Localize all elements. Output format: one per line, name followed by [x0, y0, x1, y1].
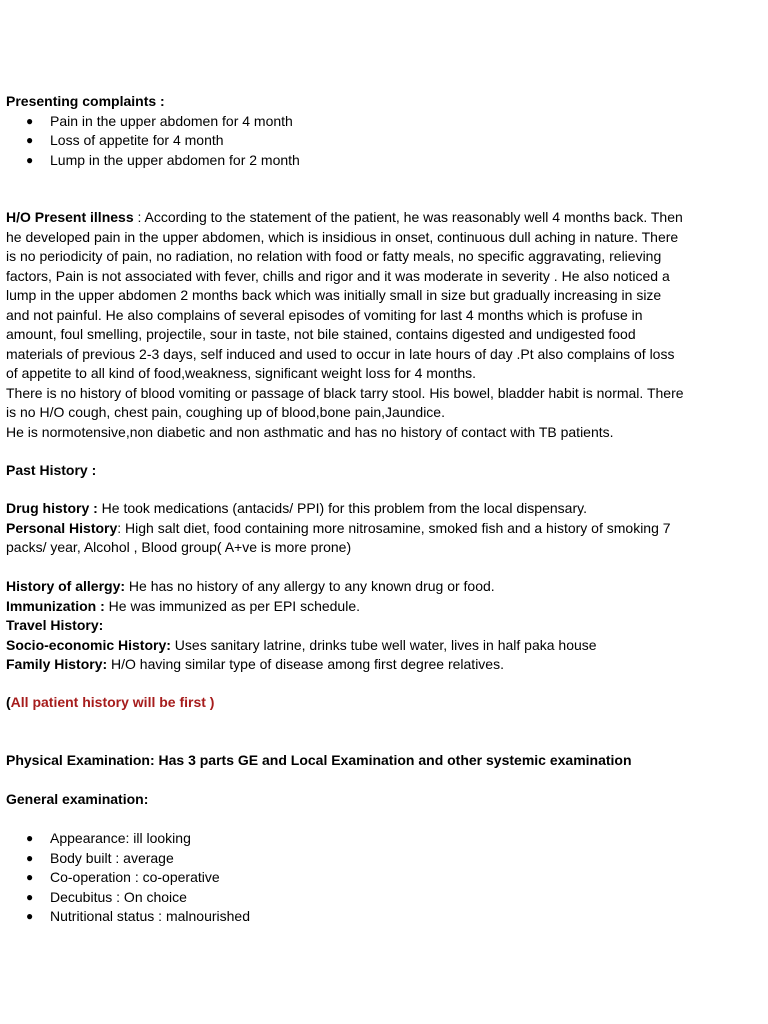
present-illness-section	[6, 208, 686, 442]
family-history-label: Family History:	[6, 656, 108, 672]
list-item	[6, 131, 686, 151]
drug-history-text: He took medications (antacids/ PPI) for this problem from the local dispensary.	[97, 500, 587, 516]
past-history-heading: Past History :	[6, 462, 97, 478]
general-examination-list-block	[6, 829, 686, 927]
list-item-text: Body built : average	[50, 849, 174, 866]
other-history-section	[6, 577, 686, 675]
paragraph-line: materials of previous 2-3 days, self induced and used to occur in late hours of day .Pt also complains of loss	[6, 345, 675, 362]
bullet-icon: ●	[26, 152, 34, 167]
paragraph-line: he developed pain in the upper abdomen, which is insidious in onset, continuous dull aching in nature. There	[6, 228, 679, 245]
socio-economic-text: Uses sanitary latrine, drinks tube well water, lives in half paka house	[170, 636, 597, 653]
present-illness-label: H/O Present illness	[6, 209, 134, 225]
list-item-text: Co-operation : co-operative	[50, 869, 220, 885]
list-item-text: Nutritional status : malnourished	[50, 908, 250, 924]
list-item	[6, 151, 686, 171]
bullet-icon: ●	[26, 831, 34, 845]
paragraph-line: amount, foul smelling, projectile, sour in taste, not bile stained, contains digested and undigested food	[6, 326, 636, 342]
list-item	[6, 829, 686, 849]
drug-personal-section	[6, 499, 686, 558]
paragraph-line: There is no history of blood vomiting or passage of black tarry stool. His bowel, bladder habit is normal. There	[6, 384, 684, 401]
note-text: All patient history will be first )	[10, 694, 215, 710]
paragraph-line: lump in the upper abdomen 2 months back which was initially small in size but gradually increasing in size	[6, 287, 662, 303]
bullet-icon: ●	[26, 909, 34, 923]
list-item	[6, 888, 686, 908]
list-item-text: Appearance: ill looking	[50, 830, 191, 846]
list-item	[6, 868, 686, 888]
paragraph-line: is no periodicity of pain, no radiation, no relation with food or fatty meals, no specific aggravating, relieving	[6, 248, 662, 264]
bullet-icon: ●	[26, 133, 34, 147]
list-item-text: Loss of appetite for 4 month	[50, 132, 224, 148]
physical-examination-section	[6, 751, 686, 771]
paragraph-line: He is normotensive,non diabetic and non asthmatic and has no history of contact with TB patients.	[6, 423, 614, 440]
presenting-complaints-section	[6, 92, 686, 170]
presenting-complaints-heading: Presenting complaints :	[6, 93, 165, 109]
presenting-complaints-list	[6, 112, 686, 171]
list-item	[6, 907, 686, 927]
personal-history-label: Personal History	[6, 519, 118, 536]
drug-history-label: Drug history :	[6, 500, 98, 516]
allergy-text: He has no history of any allergy to any known drug or food.	[125, 578, 495, 594]
travel-history-label: Travel History:	[6, 617, 104, 633]
paragraph-line: of appetite to all kind of food,weakness, significant weight loss for 4 months.	[6, 365, 477, 381]
general-examination-list	[6, 829, 686, 927]
list-item	[6, 849, 686, 869]
general-examination-heading: General examination:	[6, 791, 149, 807]
paragraph-line: is no H/O cough, chest pain, coughing up of blood,bone pain,Jaundice.	[6, 404, 445, 420]
physical-examination-heading: Physical Examination: Has 3 parts GE and Local Examination and other systemic examination	[6, 752, 632, 768]
family-history-text: H/O having similar type of disease among first degree relatives.	[107, 656, 504, 672]
list-item-text: Lump in the upper abdomen for 2 month	[50, 151, 300, 168]
bullet-icon: ●	[26, 113, 34, 128]
personal-history-text-continued: packs/ year, Alcohol , Blood group( A+ve is more prone)	[6, 539, 352, 555]
general-examination-section	[6, 790, 686, 810]
allergy-label: History of allergy:	[6, 578, 126, 594]
past-history-section	[6, 461, 686, 481]
immunization-text: He was immunized as per EPI schedule.	[104, 597, 361, 614]
list-item-text: Decubitus : On choice	[50, 888, 187, 905]
bullet-icon: ●	[26, 889, 34, 904]
immunization-label: Immunization :	[6, 597, 105, 614]
socio-economic-label: Socio-economic History:	[6, 636, 171, 653]
list-item-text: Pain in the upper abdomen for 4 month	[50, 112, 293, 129]
present-illness-text: : According to the statement of the patient, he was reasonably well 4 months back. Then	[133, 209, 683, 225]
note-section	[6, 693, 686, 713]
personal-history-text: : High salt diet, food containing more nitrosamine, smoked fish and a history of smoking 7	[117, 519, 671, 536]
bullet-icon: ●	[26, 870, 34, 884]
paragraph-line: and not painful. He also complains of several episodes of vomiting for last 4 months which is profuse in	[6, 306, 643, 323]
bullet-icon: ●	[26, 850, 34, 865]
note-open-paren: (	[6, 694, 11, 710]
paragraph-line: factors, Pain is not associated with fever, chills and rigor and it was moderate in severity . He also noticed a	[6, 267, 670, 284]
list-item	[6, 112, 686, 132]
